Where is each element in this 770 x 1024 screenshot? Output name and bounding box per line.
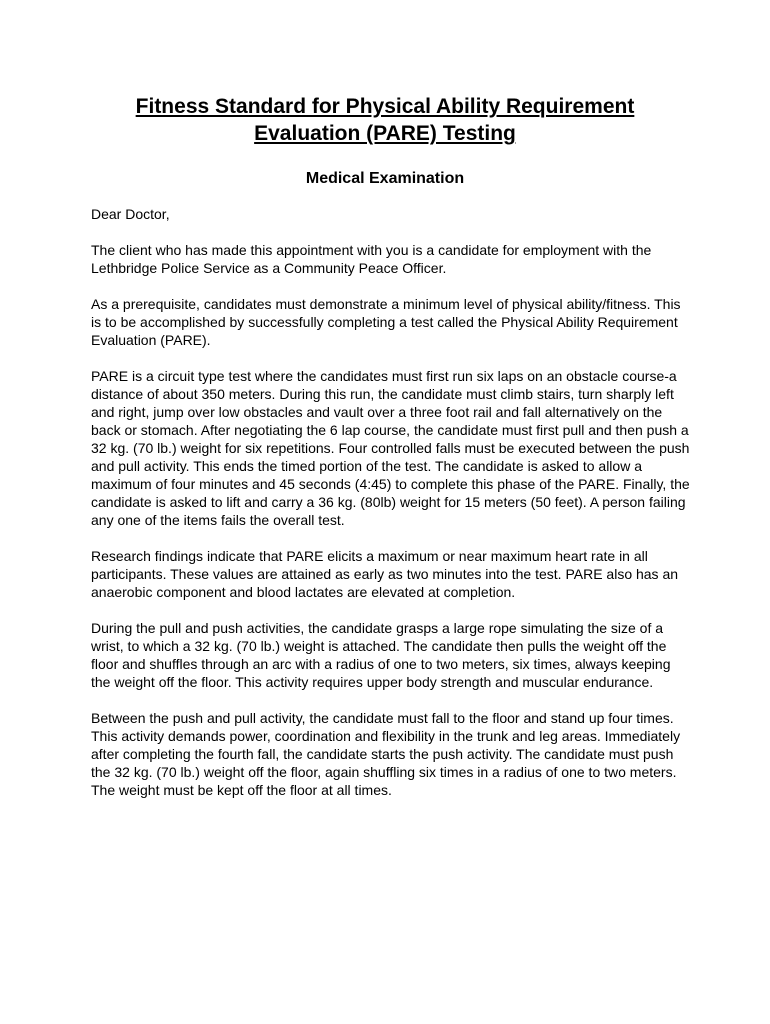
- salutation: Dear Doctor,: [91, 206, 170, 222]
- letter-body: [91, 205, 691, 817]
- title-line-1: Fitness Standard for Physical Ability Requirement: [135, 95, 635, 118]
- paragraph-candidate-intro: The client who has made this appointment with you is a candidate for employment with the Lethbridge Police Service as a Community Peace Officer.: [91, 242, 652, 276]
- paragraph-falls: Between the push and pull activity, the candidate must fall to the floor and stand up four times. This activity demands power, coordination and flexibility in the trunk and leg areas. Immediately after completing the fourth fall, the candidate starts the push activity. The candidate must push the 32 kg. (70 lb.) weight off the floor, again shuffling six times in a radius of one to two meters. The weight must be kept off the floor at all times.: [91, 710, 681, 798]
- paragraph-pare-description: PARE is a circuit type test where the candidates must first run six laps on an obstacle course-a distance of about 350 meters. During this run, the candidate must climb stairs, turn sharply left and right, jump over low obstacles and vault over a three foot rail and fall alternatively on the back or stomach. After negotiating the 6 lap course, the candidate must first pull and then push a 32 kg. (70 lb.) weight for six repetitions. Four controlled falls must be executed between the push and pull activity. This ends the timed portion of the test. The candidate is asked to allow a maximum of four minutes and 45 seconds (4:45) to complete this phase of the PARE. Finally, the candidate is asked to lift and carry a 36 kg. (80lb) weight for 15 meters (50 feet). A person failing any one of the items fails the overall test.: [91, 368, 690, 528]
- document-title: [60, 93, 710, 147]
- paragraph-pull-push: During the pull and push activities, the candidate grasps a large rope simulating the size of a wrist, to which a 32 kg. (70 lb.) weight is attached. The candidate then pulls the weight off the floor and shuffles through an arc with a radius of one to two meters, six times, always keeping the weight off the floor. This activity requires upper body strength and muscular endurance.: [91, 620, 671, 690]
- paragraph-research-findings: Research findings indicate that PARE elicits a maximum or near maximum heart rate in all participants. These values are attained as early as two minutes into the test. PARE also has an anaerobic component and blood lactates are elevated at completion.: [91, 548, 679, 600]
- paragraph-prerequisite: As a prerequisite, candidates must demonstrate a minimum level of physical ability/fitness. This is to be accomplished by successfully completing a test called the Physical Ability Requirement Evaluation (PARE).: [91, 296, 681, 348]
- title-line-2: Evaluation (PARE) Testing: [254, 122, 516, 145]
- document-subtitle: Medical Examination: [305, 170, 465, 187]
